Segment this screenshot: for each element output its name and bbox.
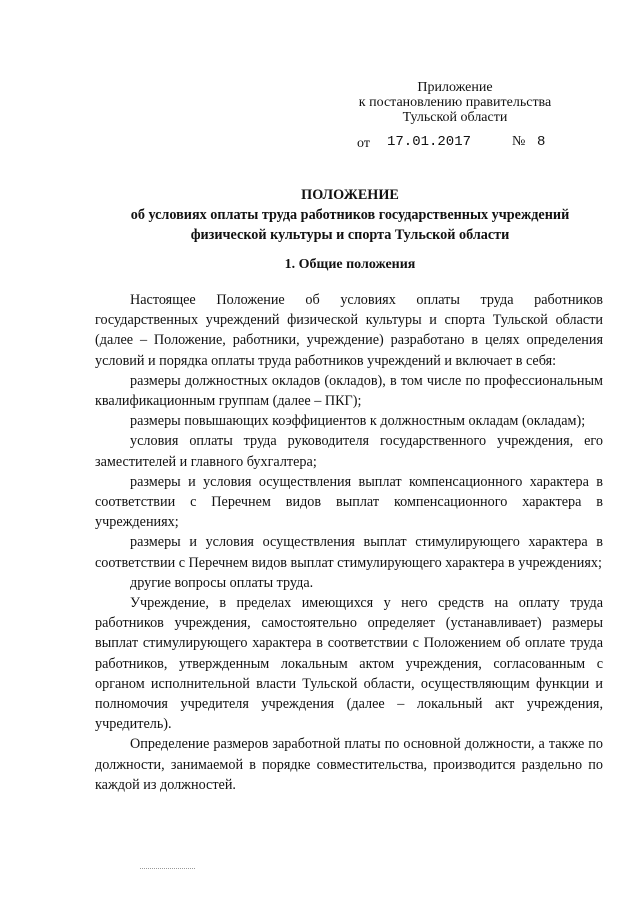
paragraph-other: другие вопросы оплаты труда. [130,574,314,591]
paragraph-coefficients: размеры повышающих коэффициентов к должностным окладам (окладам); [130,413,586,430]
date-label: от [357,136,370,151]
title-line-1: ПОЛОЖЕНИЕ [301,187,399,203]
title-line-2: об условиях оплаты труда работников государственных учреждений [130,207,570,223]
paragraph-institution: Учреждение, в пределах имеющихся у него средств на оплату труда работников учреждения, самостоятельно определяет (устанавливает) размеры выплат стимулирующего характера в соответствии с Положением об оплате труда работников, утвержденным локальным актом учреждения, согласованным с органом исполнительной власти Тульской области, осуществляющим функции и полномочия учредителя учреждения (далее – локальный акт учреждения, учредитель). [95,595,603,733]
paragraph-director-pay: условия оплаты труда руководителя государственного учреждения, его заместителей и главного бухгалтера; [95,433,603,470]
document-title [95,185,605,245]
paragraph-compensation: размеры и условия осуществления выплат компенсационного характера в соответствии с Перечнем видов выплат компенсационного характера в учреждениях; [95,473,603,531]
scan-mark [140,868,195,870]
order-date: 17.01.2017 [387,134,472,150]
approval-line-resolution: к постановлению правительства [358,95,552,110]
paragraph-determination: Определение размеров заработной платы по основной должности, а также по должности, занимаемой в порядке совместительства, производится раздельно по каждой из должностей. [95,736,603,793]
paragraph-intro: Настоящее Положение об условиях оплаты труда работников государственных учреждений физической культуры и спорта Тульской области (далее – Положение, работники, учреждение) разработано в целях определения условий и порядка оплаты труда работников учреждений и включает в себя: [95,292,603,369]
order-number: 8 [537,134,546,150]
title-line-3: физической культуры и спорта Тульской области [190,227,510,243]
number-label: № [512,134,526,149]
section-heading: 1. Общие положения [284,257,416,272]
approval-line-appendix: Приложение [417,80,493,95]
order-date-number [357,134,597,154]
paragraph-salaries: размеры должностных окладов (окладов), в том числе по профессиональным квалификационным группам (далее – ПКГ); [95,372,603,410]
paragraph-incentives: размеры и условия осуществления выплат стимулирующего характера в соответствии с Перечнем видов выплат стимулирующего характера в учреждениях; [95,534,603,571]
document-body [95,290,603,795]
approval-line-region: Тульской области [402,110,508,125]
approval-block [330,80,580,125]
